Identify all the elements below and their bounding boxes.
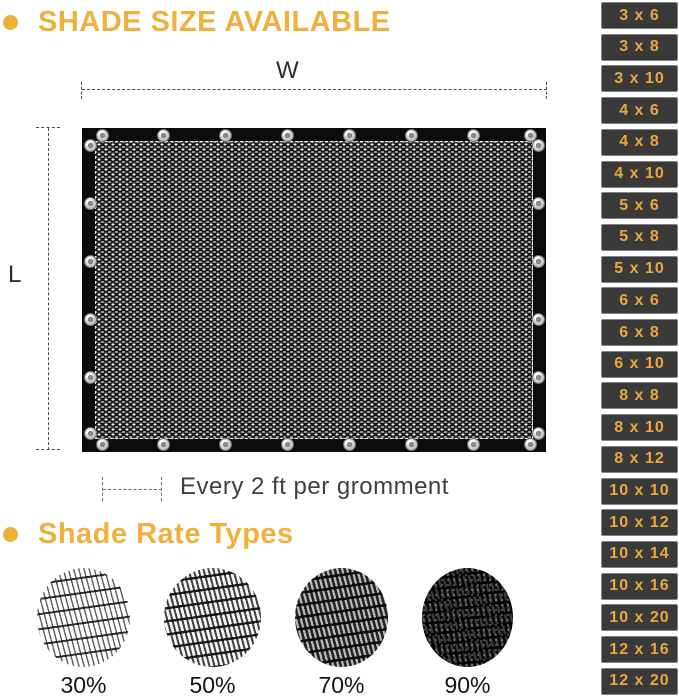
grommet-icon	[96, 129, 109, 142]
grommet-icon	[532, 427, 545, 440]
shade-rate-sample	[422, 568, 513, 699]
grommet-icon	[343, 438, 356, 451]
shade-rate-sample	[164, 568, 261, 699]
shade-rate-title: Shade Rate Types	[38, 518, 294, 550]
grommet-icon	[281, 438, 294, 451]
size-item: 8 x 8	[601, 382, 678, 409]
width-dimension-tick-right	[546, 82, 547, 99]
size-item: 6 x 8	[601, 319, 678, 346]
grommet-icon	[84, 197, 97, 210]
grommet-spacing-bracket-left-tick	[102, 477, 103, 501]
size-item: 12 x 16	[601, 636, 678, 663]
grommet-icon	[405, 129, 418, 142]
width-dimension-label: W	[276, 57, 299, 84]
grommet-icon	[532, 371, 545, 384]
grommet-icon	[96, 438, 109, 451]
grommet-icon	[84, 371, 97, 384]
grommet-icon	[84, 427, 97, 440]
grommet-icon	[467, 438, 480, 451]
size-item: 8 x 12	[601, 446, 678, 473]
shade-size-heading	[3, 6, 391, 39]
shade-size-title: SHADE SIZE AVAILABLE	[38, 6, 391, 38]
size-item: 5 x 10	[601, 256, 678, 283]
size-list	[601, 2, 678, 695]
length-dimension-tick-top	[36, 127, 60, 128]
size-item: 5 x 8	[601, 224, 678, 251]
grommet-icon	[467, 129, 480, 142]
grommet-icon	[524, 438, 537, 451]
grommet-icon	[219, 438, 232, 451]
shade-rate-sample	[295, 568, 388, 699]
grommet-icon	[219, 129, 232, 142]
shade-rate-percent: 70%	[318, 672, 365, 698]
grommet-icon	[157, 129, 170, 142]
size-item: 8 x 10	[601, 414, 678, 441]
length-dimension-label: L	[8, 261, 22, 288]
size-item: 4 x 6	[601, 97, 678, 124]
mesh-swatch-icon	[422, 568, 513, 667]
grommet-icon	[532, 313, 545, 326]
shade-rate-sample	[37, 568, 130, 699]
size-item: 10 x 20	[601, 604, 678, 631]
size-item: 6 x 6	[601, 287, 678, 314]
shade-rates-row	[0, 568, 600, 698]
grommet-icon	[405, 438, 418, 451]
length-dimension-line	[48, 128, 49, 450]
shade-rate-percent: 50%	[189, 672, 236, 698]
grommet-icon	[84, 255, 97, 268]
grommet-icon	[281, 129, 294, 142]
grommet-note: Every 2 ft per gromment	[180, 473, 449, 500]
grommet-spacing-bracket	[103, 489, 162, 490]
size-item: 3 x 6	[601, 2, 678, 29]
shade-rate-percent: 90%	[444, 672, 491, 698]
width-dimension-tick-left	[81, 82, 82, 99]
grommet-icon	[84, 139, 97, 152]
mesh-swatch-icon	[295, 568, 388, 667]
size-item: 3 x 10	[601, 65, 678, 92]
shade-net-diagram	[82, 128, 546, 452]
shade-mesh-texture	[95, 141, 533, 439]
mesh-swatch-icon	[37, 568, 130, 667]
size-item: 4 x 10	[601, 161, 678, 188]
grommet-icon	[532, 139, 545, 152]
grommet-icon	[157, 438, 170, 451]
width-dimension-line	[82, 89, 547, 90]
size-item: 5 x 6	[601, 192, 678, 219]
length-dimension-tick-bottom	[36, 449, 60, 450]
size-item: 4 x 8	[601, 129, 678, 156]
shade-rate-percent: 30%	[60, 672, 107, 698]
size-item: 12 x 20	[601, 668, 678, 695]
size-item: 6 x 10	[601, 351, 678, 378]
size-item: 10 x 14	[601, 541, 678, 568]
grommet-icon	[532, 255, 545, 268]
size-item: 10 x 10	[601, 478, 678, 505]
bullet-icon	[3, 15, 18, 30]
size-item: 10 x 16	[601, 573, 678, 600]
bullet-icon	[3, 527, 18, 542]
size-item: 3 x 8	[601, 34, 678, 61]
size-item: 10 x 12	[601, 509, 678, 536]
shade-rate-heading	[3, 518, 294, 551]
grommet-icon	[84, 313, 97, 326]
grommet-spacing-bracket-right-tick	[161, 477, 162, 501]
mesh-swatch-icon	[164, 568, 261, 667]
grommet-icon	[532, 197, 545, 210]
grommet-icon	[343, 129, 356, 142]
